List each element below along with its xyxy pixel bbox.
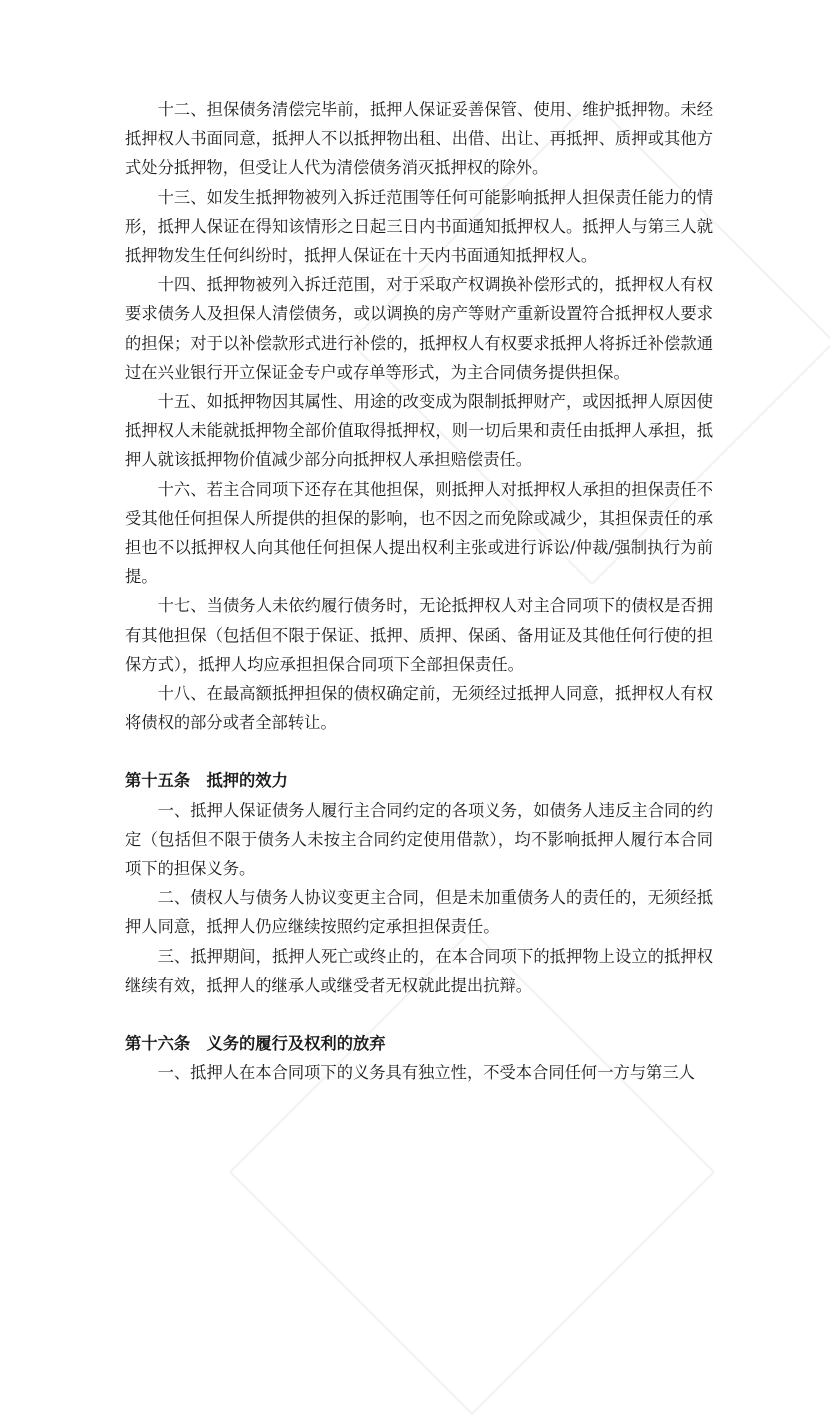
clause-paragraph: 十二、担保债务清偿完毕前，抵押人保证妥善保管、使用、维护抵押物。未经抵押权人书面同意，抵押人不以抵押物出租、出借、出让、再抵押、质押或其他方式处分抵押物，但受让人代为清偿债务消灭抵押权的除外。 [125,100,713,178]
clause-paragraph: 十七、当债务人未依约履行债务时，无论抵押权人对主合同项下的债权是否拥有其他担保（包括但不限于保证、抵押、质押、保函、备用证及其他任何行使的担保方式），抵押人均应承担担保合同项下全部担保责任。 [125,596,713,674]
section-heading-16 [125,1029,713,1058]
document-page [125,95,713,1088]
clause-paragraph: 一、抵押人在本合同项下的义务具有独立性，不受本合同任何一方与第三人 [157,1063,695,1083]
clause-paragraph: 十八、在最高额抵押担保的债权确定前，无须经过抵押人同意，抵押权人有权将债权的部分或者全部转让。 [125,684,713,733]
clause-paragraph: 一、抵押人保证债务人履行主合同约定的各项义务，如债务人违反主合同的约定（包括但不限于债务人未按主合同约定使用借款），均不影响抵押人履行本合同项下的担保义务。 [125,800,713,879]
section-title: 抵押的效力 [206,771,288,791]
section-number: 第十六条 [125,1034,191,1054]
section-gap [125,737,713,766]
clause-paragraph: 二、债权人与债务人协议变更主合同，但是未加重债务人的责任的，无须经抵押人同意，抵押人仍应继续按照约定承担担保责任。 [125,888,713,937]
section-number: 第十五条 [125,771,191,791]
section-heading-15 [125,766,713,795]
clause-paragraph: 十三、如发生抵押物被列入拆迁范围等任何可能影响抵押人担保责任能力的情形，抵押人保证在得知该情形之日起三日内书面通知抵押权人。抵押人与第三人就抵押物发生任何纠纷时，抵押人保证在十天内书面通知抵押权人。 [125,187,713,266]
section-title: 义务的履行及权利的放弃 [206,1034,386,1054]
clause-paragraph: 十五、如抵押物因其属性、用途的改变成为限制抵押财产，或因抵押人原因使抵押权人未能就抵押物全部价值取得抵押权，则一切后果和责任由抵押人承担，抵押人就该抵押物价值减少部分向抵押权人承担赔偿责任。 [125,392,713,470]
clause-paragraph: 三、抵押期间，抵押人死亡或终止的，在本合同项下的抵押物上设立的抵押权继续有效，抵押人的继承人或继受者无权就此提出抗辩。 [125,946,713,995]
clause-paragraph: 十四、抵押物被列入拆迁范围，对于采取产权调换补偿形式的，抵押权人有权要求债务人及担保人清偿债务，或以调换的房产等财产重新设置符合抵押权人要求的担保；对于以补偿款形式进行补偿的，抵押权人有权要求抵押人将拆迁补偿款通过在兴业银行开立保证金专户或存单等形式，为主合同债务提供担保。 [125,275,713,382]
clause-paragraph: 十六、若主合同项下还存在其他担保，则抵押人对抵押权人承担的担保责任不受其他任何担保人所提供的担保的影响，也不因之而免除或减少，其担保责任的承担也不以抵押权人向其他任何担保人提出权利主张或进行诉讼/仲裁/强制执行为前提。 [125,479,713,587]
section-gap [125,1000,713,1029]
